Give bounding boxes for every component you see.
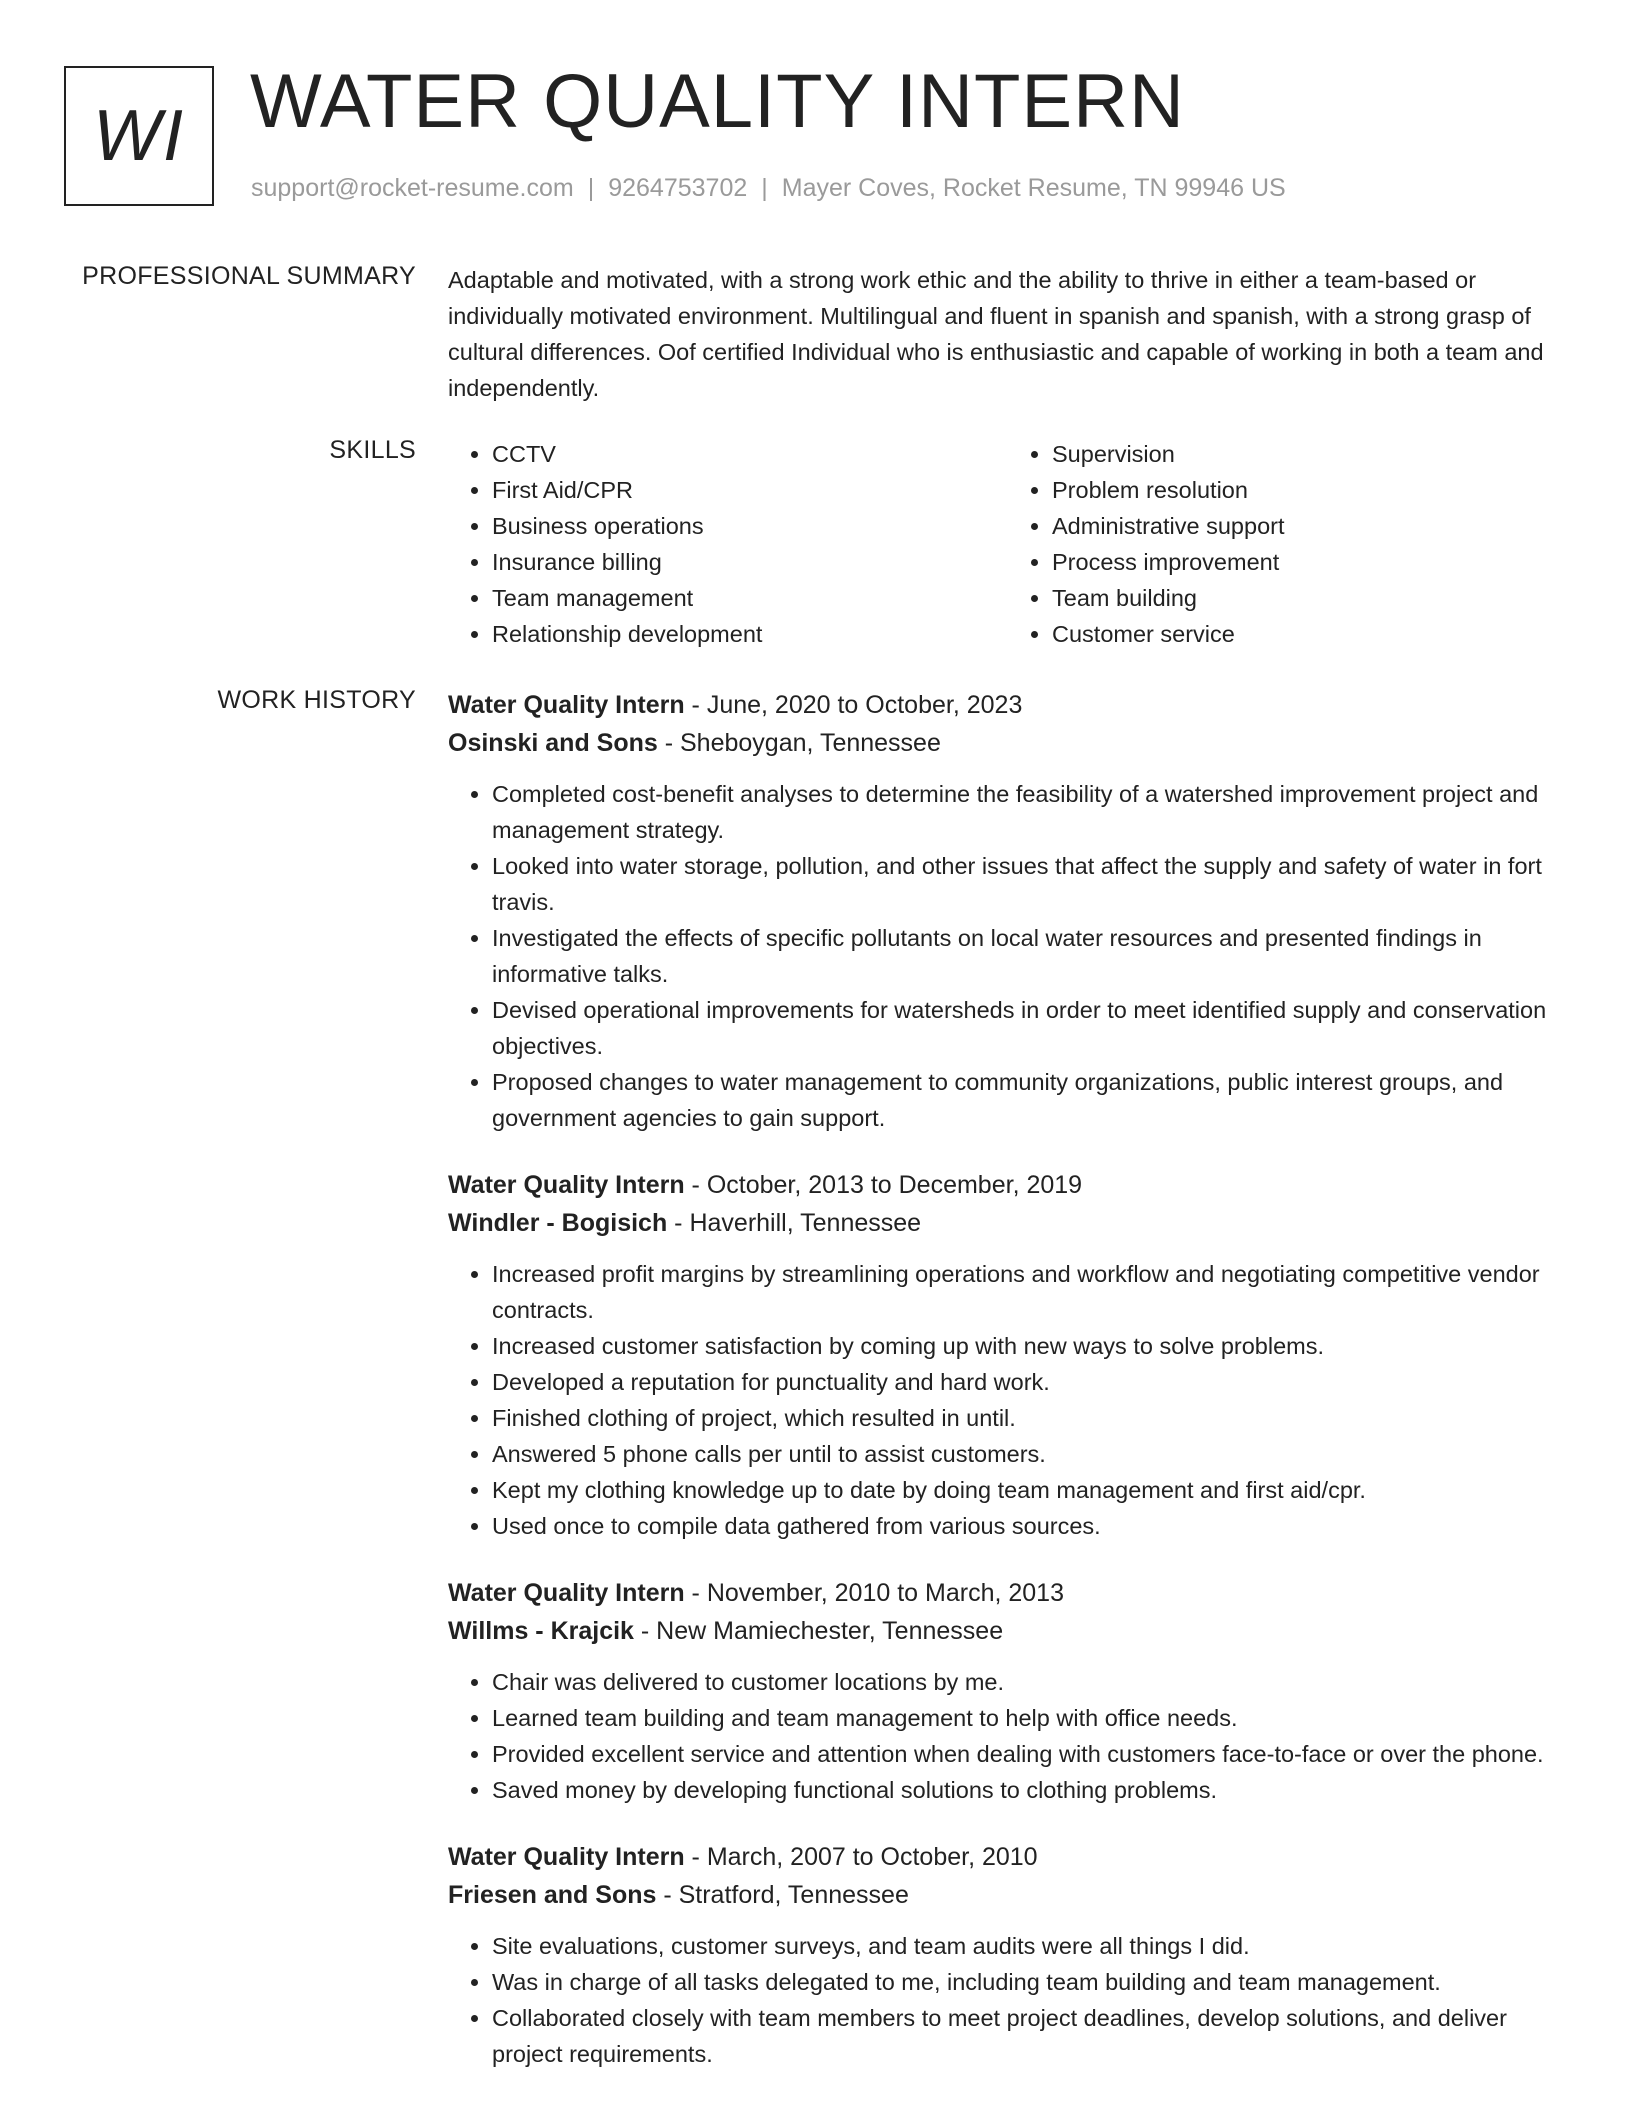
skill-item: • Team building [1052, 580, 1568, 616]
job-company: Osinski and Sons [448, 729, 658, 757]
section-heading-work-history: WORK HISTORY [217, 686, 416, 714]
job-bullet-list [448, 1928, 1568, 2072]
job-dates: - November, 2010 to March, 2013 [684, 1579, 1064, 1607]
skill-item: • Team management [492, 580, 1008, 616]
skill-item: • Administrative support [1052, 508, 1568, 544]
job-dates: - March, 2007 to October, 2010 [684, 1843, 1038, 1871]
skills-list-left [448, 436, 1008, 652]
job-company-line [448, 1612, 1568, 1650]
skill-item: • Supervision [1052, 436, 1568, 472]
contact-email: support@rocket-resume.com [251, 174, 574, 202]
job-title-line [448, 1574, 1568, 1612]
job-dates: - October, 2013 to December, 2019 [684, 1171, 1083, 1199]
job-entry [448, 1838, 1568, 2072]
skill-item: • Relationship development [492, 616, 1008, 652]
job-bullet: • Learned team building and team management to help with office needs. [492, 1700, 1568, 1736]
skill-item: • First Aid/CPR [492, 472, 1008, 508]
job-bullet: • Completed cost-benefit analyses to determine the feasibility of a watershed improvement project and management strategy. [492, 776, 1568, 848]
job-location: - New Mamiechester, Tennessee [633, 1617, 1004, 1645]
job-dates: - June, 2020 to October, 2023 [684, 691, 1023, 719]
contact-phone: 9264753702 [608, 174, 748, 202]
job-bullet: • Investigated the effects of specific pollutants on local water resources and presented findings in informative talks. [492, 920, 1568, 992]
skills-columns [448, 436, 1568, 652]
section-heading-summary: PROFESSIONAL SUMMARY [82, 262, 416, 290]
skill-item: • CCTV [492, 436, 1008, 472]
monogram-initials: WI [93, 96, 185, 176]
job-company: Friesen and Sons [448, 1881, 657, 1909]
job-title: Water Quality Intern [448, 1843, 685, 1871]
job-bullet: • Kept my clothing knowledge up to date by doing team management and first aid/cpr. [492, 1472, 1568, 1508]
job-location: - Stratford, Tennessee [656, 1881, 909, 1909]
job-bullet: • Looked into water storage, pollution, and other issues that affect the supply and safety of water in fort travis. [492, 848, 1568, 920]
job-company-line [448, 724, 1568, 762]
job-company: Windler - Bogisich [448, 1209, 668, 1237]
skill-item: • Problem resolution [1052, 472, 1568, 508]
work-history-body [448, 686, 1568, 2102]
job-title: Water Quality Intern [448, 1579, 685, 1607]
contact-address: Mayer Coves, Rocket Resume, TN 99946 US [781, 174, 1286, 202]
job-bullet-list [448, 1664, 1568, 1808]
job-entry [448, 1574, 1568, 1808]
job-location: - Haverhill, Tennessee [667, 1209, 922, 1237]
skills-body [448, 436, 1568, 652]
job-bullet: • Provided excellent service and attention when dealing with customers face-to-face or over the phone. [492, 1736, 1568, 1772]
job-company-line [448, 1876, 1568, 1914]
job-title-line [448, 686, 1568, 724]
job-location: - Sheboygan, Tennessee [657, 729, 941, 757]
contact-line [251, 174, 1286, 203]
job-bullet: • Saved money by developing functional solutions to clothing problems. [492, 1772, 1568, 1808]
monogram-box [64, 66, 214, 206]
job-bullet-list [448, 1256, 1568, 1544]
job-title-line [448, 1166, 1568, 1204]
job-entry [448, 686, 1568, 1136]
summary-text: Adaptable and motivated, with a strong work ethic and the ability to thrive in either a team-based or individually motivated environment. Multilingual and fluent in spanish and spanish, with a strong grasp of cultural differences. Oof certified Individual who is enthusiastic and capable of working in both a team and independently. [448, 267, 1544, 401]
job-bullet: • Was in charge of all tasks delegated to me, including team building and team management. [492, 1964, 1568, 2000]
skill-item: • Customer service [1052, 616, 1568, 652]
skill-item: • Process improvement [1052, 544, 1568, 580]
job-bullet: • Devised operational improvements for watersheds in order to meet identified supply and conservation objectives. [492, 992, 1568, 1064]
page-title: WATER QUALITY INTERN [250, 59, 1185, 144]
skill-item: • Business operations [492, 508, 1008, 544]
job-title: Water Quality Intern [448, 691, 685, 719]
job-bullet: • Site evaluations, customer surveys, and team audits were all things I did. [492, 1928, 1568, 1964]
job-bullet-list [448, 776, 1568, 1136]
job-company: Willms - Krajcik [448, 1617, 634, 1645]
job-bullet: • Collaborated closely with team members to meet project deadlines, develop solutions, and deliver project requirements. [492, 2000, 1568, 2072]
job-company-line [448, 1204, 1568, 1242]
job-bullet: • Chair was delivered to customer locations by me. [492, 1664, 1568, 1700]
job-entry [448, 1166, 1568, 1544]
skill-item: • Insurance billing [492, 544, 1008, 580]
job-bullet: • Increased profit margins by streamlining operations and workflow and negotiating competitive vendor contracts. [492, 1256, 1568, 1328]
job-title: Water Quality Intern [448, 1171, 685, 1199]
skills-list-right [1008, 436, 1568, 652]
job-title-line [448, 1838, 1568, 1876]
contact-separator: | [761, 174, 768, 202]
summary-body [448, 262, 1568, 406]
job-bullet: • Used once to compile data gathered from various sources. [492, 1508, 1568, 1544]
job-bullet: • Answered 5 phone calls per until to assist customers. [492, 1436, 1568, 1472]
job-bullet: • Developed a reputation for punctuality and hard work. [492, 1364, 1568, 1400]
contact-separator: | [587, 174, 595, 202]
job-bullet: • Increased customer satisfaction by coming up with new ways to solve problems. [492, 1328, 1568, 1364]
section-heading-skills: SKILLS [329, 436, 416, 464]
job-bullet: • Finished clothing of project, which resulted in until. [492, 1400, 1568, 1436]
job-bullet: • Proposed changes to water management to community organizations, public interest groups, and government agencies to gain support. [492, 1064, 1568, 1136]
